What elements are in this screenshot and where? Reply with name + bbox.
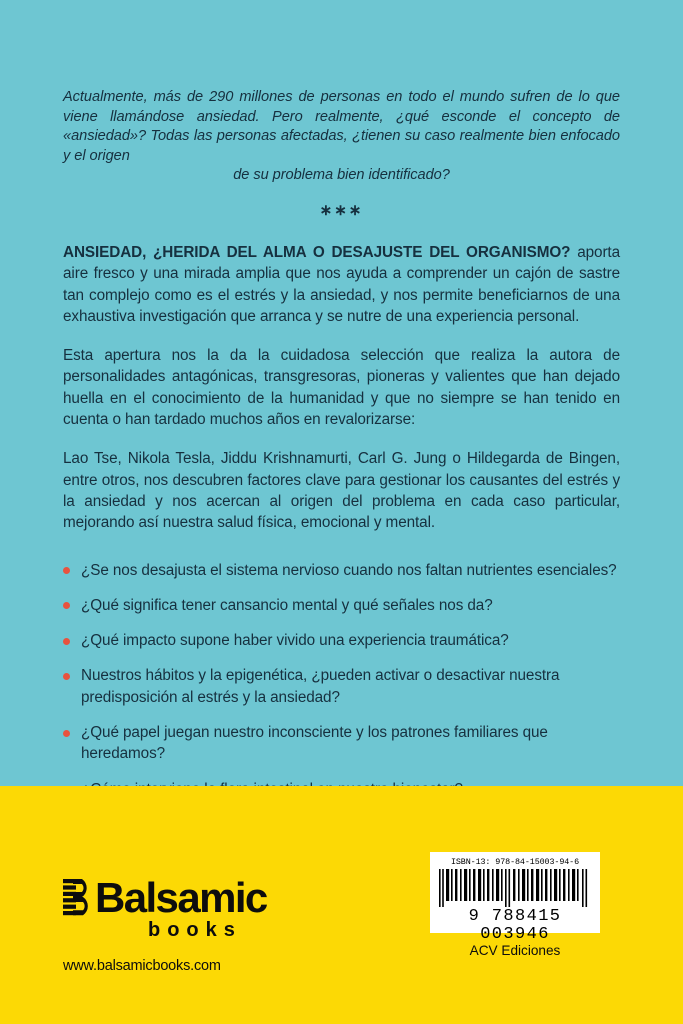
- asterisk-separator: ∗∗∗: [319, 201, 364, 219]
- bullet-icon: [63, 638, 70, 645]
- barcode-bars-icon: [439, 869, 591, 907]
- list-item: [63, 665, 620, 708]
- paragraph-one: [63, 219, 620, 327]
- striped-b-logo-icon: [63, 878, 93, 918]
- list-item-text: ¿Qué significa tener cansancio mental y qué señales nos da?: [81, 596, 493, 614]
- bullet-icon: [63, 730, 70, 737]
- paragraph-one-rest: aporta aire fresco y una mirada amplia que nos ayuda a comprender un cajón de sastre tan complejo como es el estrés y la ansiedad, y nos permite beneficiarnos de una exhaustiva investigación que arranca y se nutre de una experiencia personal.: [63, 243, 620, 325]
- list-item-text: ¿Qué papel juegan nuestro inconsciente y los patrones familiares que heredamos?: [81, 724, 548, 763]
- list-item-text: ¿Se nos desajusta el sistema nervioso cuando nos faltan nutrientes esenciales?: [81, 561, 617, 579]
- book-title-lead: ANSIEDAD, ¿HERIDA DEL ALMA O DESAJUSTE DEL ORGANISMO?: [63, 243, 571, 261]
- imprint-name: ACV Ediciones: [469, 943, 561, 958]
- bullet-icon: [63, 567, 70, 574]
- publisher-logo: [63, 874, 323, 921]
- intro-last-line: de su problema bien identificado?: [233, 167, 450, 184]
- intro-text: Actualmente, más de 290 millones de personas en todo el mundo sufren de lo que viene llamándose ansiedad. Pero realmente, ¿qué esconde el concepto de «ansiedad»? Todas las personas afectadas, ¿tienen su caso realmente bien enfocado y el origen: [63, 89, 620, 164]
- isbn-label: ISBN-13: 978-84-15003-94-6: [450, 857, 580, 867]
- list-item: [63, 595, 620, 616]
- intro-paragraph: [63, 0, 620, 186]
- list-item: [63, 560, 620, 581]
- website-url[interactable]: www.balsamicbooks.com: [63, 958, 221, 974]
- ean-digits: 9 788415 003946: [468, 907, 562, 944]
- paragraph-three: Lao Tse, Nikola Tesla, Jiddu Krishnamurti, Carl G. Jung o Hildegarda de Bingen, entre otros, nos descubren factores clave para gestionar los causantes del estrés y la ansiedad y nos acercan al origen del problema en cada caso particular, mejorando así nuestra salud física, emocional y mental.: [63, 450, 620, 532]
- bullet-icon: [63, 602, 70, 609]
- bullet-icon: [63, 673, 70, 680]
- barcode-box: [430, 852, 600, 944]
- list-item-text: ¿Qué impacto supone haber vivido una experiencia traumática?: [81, 632, 509, 650]
- list-item: [63, 630, 620, 651]
- publisher-name: Balsamic: [95, 874, 267, 921]
- publisher-brand-block: [63, 874, 323, 974]
- footer-area: [0, 786, 683, 1024]
- publisher-subtitle: books: [148, 919, 242, 941]
- list-item: [63, 722, 620, 765]
- paragraph-two: Esta apertura nos la da la cuidadosa selección que realiza la autora de personalidades antagónicas, transgresoras, pioneras y valientes que han dejado huella en el conocimiento de la humanidad y que no siempre se han tenido en cuenta o han tardado muchos años en revalorizarse:: [63, 347, 620, 429]
- list-item-text: Nuestros hábitos y la epigenética, ¿pueden activar o desactivar nuestra predisposición al estrés y la ansiedad?: [81, 667, 560, 706]
